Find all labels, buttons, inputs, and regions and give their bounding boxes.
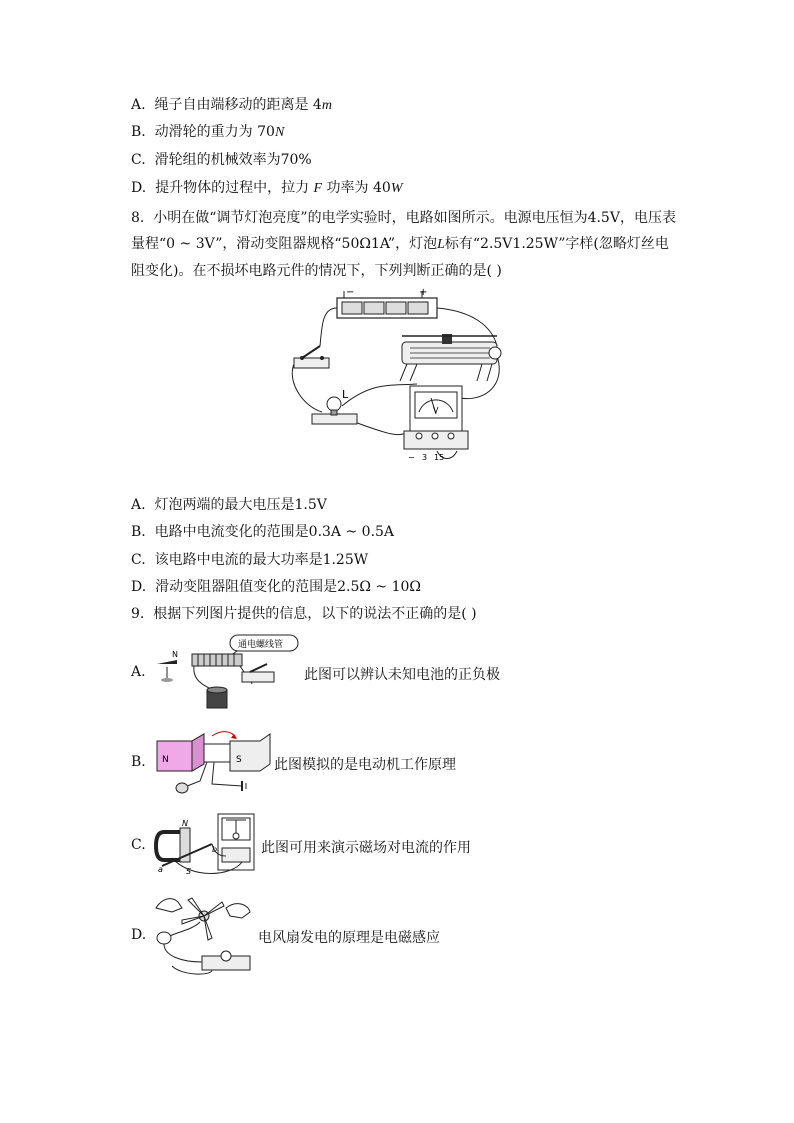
option-label: D. bbox=[131, 180, 147, 196]
option-label: A. bbox=[131, 497, 146, 513]
q8-stem-line-2 bbox=[131, 231, 691, 258]
question-number: 8. bbox=[131, 210, 145, 226]
coil-icon bbox=[157, 932, 171, 944]
option-text: 提升物体的过程中，拉力 bbox=[155, 180, 314, 196]
q9-a-figure bbox=[152, 632, 302, 712]
option-unit: m bbox=[321, 98, 332, 113]
switch-icon bbox=[294, 346, 329, 368]
q9-option-d-label: D. bbox=[131, 927, 147, 943]
q8-option-a bbox=[131, 495, 327, 515]
q8-stem-text-2: 量程“0 ~ 3V”，滑动变阻器规格“50Ω1A”，灯泡 bbox=[131, 236, 438, 252]
lamp-label: L bbox=[342, 388, 349, 401]
galvanometer-icon bbox=[218, 814, 254, 870]
wire-a-label: a bbox=[158, 865, 163, 874]
option-label: A. bbox=[131, 97, 146, 113]
fan-icon bbox=[182, 898, 224, 940]
q7-option-a bbox=[131, 95, 332, 116]
q7-option-d bbox=[131, 178, 403, 199]
battery-minus-label: − bbox=[346, 287, 355, 298]
q8-stem-line-1 bbox=[131, 205, 691, 231]
option-text-2: 功率为 bbox=[322, 180, 374, 196]
option-value: 70 bbox=[257, 124, 275, 140]
q8-option-c bbox=[131, 550, 368, 570]
pole-n-label: N bbox=[162, 755, 169, 765]
compass-n-label: N bbox=[172, 650, 178, 659]
q8-option-d bbox=[131, 577, 421, 597]
voltmeter-label: V bbox=[433, 406, 439, 415]
battery-plus-label: + bbox=[419, 287, 428, 298]
option-symbol: F bbox=[313, 181, 323, 196]
option-text: 电路中电流变化的范围是0.3A ~ 0.5A bbox=[154, 524, 395, 540]
option-label: C. bbox=[131, 152, 146, 168]
q9-option-a-text: 此图可以辨认未知电池的正负极 bbox=[304, 667, 500, 683]
q9-b-figure bbox=[152, 726, 274, 806]
pole-s-label: S bbox=[236, 755, 242, 765]
solenoid-label: 通电螺线管 bbox=[238, 640, 284, 650]
q8-stem-text-1: 小明在做“调节灯泡亮度”的电学实验时，电路如图所示。电源电压恒为4.5V，电压表 bbox=[153, 210, 676, 226]
option-label: B. bbox=[131, 524, 146, 540]
q8-stem-text-3: 标有“2.5V1.25W”字样(忽略灯丝电 bbox=[444, 236, 669, 252]
q9-option-b-text: 此图模拟的是电动机工作原理 bbox=[274, 757, 456, 773]
option-text: 动滑轮的重力为 bbox=[154, 124, 258, 140]
q7-option-b bbox=[131, 122, 284, 143]
q9-option-a-label: A. bbox=[131, 664, 146, 680]
option-text: 滑动变阻器阻值变化的范围是2.5Ω ~ 10Ω bbox=[155, 579, 422, 595]
battery-icon bbox=[207, 687, 227, 708]
bulb-board-icon bbox=[202, 951, 250, 970]
option-text: 该电路中电流的最大功率是1.25W bbox=[154, 552, 369, 568]
option-value: 40 bbox=[373, 180, 391, 196]
option-unit: W bbox=[390, 181, 403, 196]
pole-s-label: S bbox=[186, 867, 192, 876]
terminal-label: 15 bbox=[434, 453, 445, 462]
coil-icon bbox=[204, 744, 230, 762]
q9-option-b-label: B. bbox=[131, 754, 146, 770]
q8-stem-text-4: 阻变化)。在不损坏电路元件的情况下，下列判断正确的是( ) bbox=[131, 263, 502, 279]
compass-icon bbox=[157, 660, 177, 682]
q9-stem bbox=[131, 604, 477, 624]
voltmeter-icon bbox=[404, 386, 468, 449]
option-text: 滑轮组的机械效率为70% bbox=[154, 152, 312, 168]
option-label: B. bbox=[131, 124, 146, 140]
q8-stem bbox=[131, 205, 691, 284]
rheostat-icon bbox=[400, 334, 501, 381]
q9-stem-text: 根据下列图片提供的信息，以下的说法不正确的是( ) bbox=[153, 606, 477, 622]
q8-stem-line-3 bbox=[131, 258, 691, 284]
terminal-label: 3 bbox=[422, 453, 428, 462]
terminal-label: − bbox=[408, 453, 415, 462]
switch-icon bbox=[242, 672, 274, 682]
magnet-s-icon bbox=[230, 734, 270, 771]
solenoid-icon bbox=[192, 654, 242, 666]
wire-b-label: b bbox=[212, 845, 218, 854]
q8-stem-symbol: L bbox=[437, 237, 445, 252]
q9-option-c-label: C. bbox=[131, 837, 146, 853]
option-value: 4 bbox=[312, 97, 322, 113]
q9-option-d-text: 电风扇发电的原理是电磁感应 bbox=[258, 930, 440, 946]
option-text: 灯泡两端的最大电压是1.5V bbox=[154, 497, 327, 513]
option-label: C. bbox=[131, 552, 146, 568]
q7-option-c bbox=[131, 150, 312, 170]
option-label: D. bbox=[131, 579, 147, 595]
q8-option-b bbox=[131, 522, 394, 542]
q8-circuit-figure bbox=[282, 286, 512, 468]
q9-c-figure bbox=[152, 810, 260, 882]
q9-d-figure bbox=[152, 890, 256, 978]
option-text: 绳子自由端移动的距离是 bbox=[154, 97, 313, 113]
option-unit: N bbox=[274, 125, 285, 140]
question-number: 9. bbox=[131, 606, 145, 622]
pole-n-label: N bbox=[182, 819, 188, 828]
q9-option-c-text: 此图可用来演示磁场对电流的作用 bbox=[261, 840, 471, 856]
